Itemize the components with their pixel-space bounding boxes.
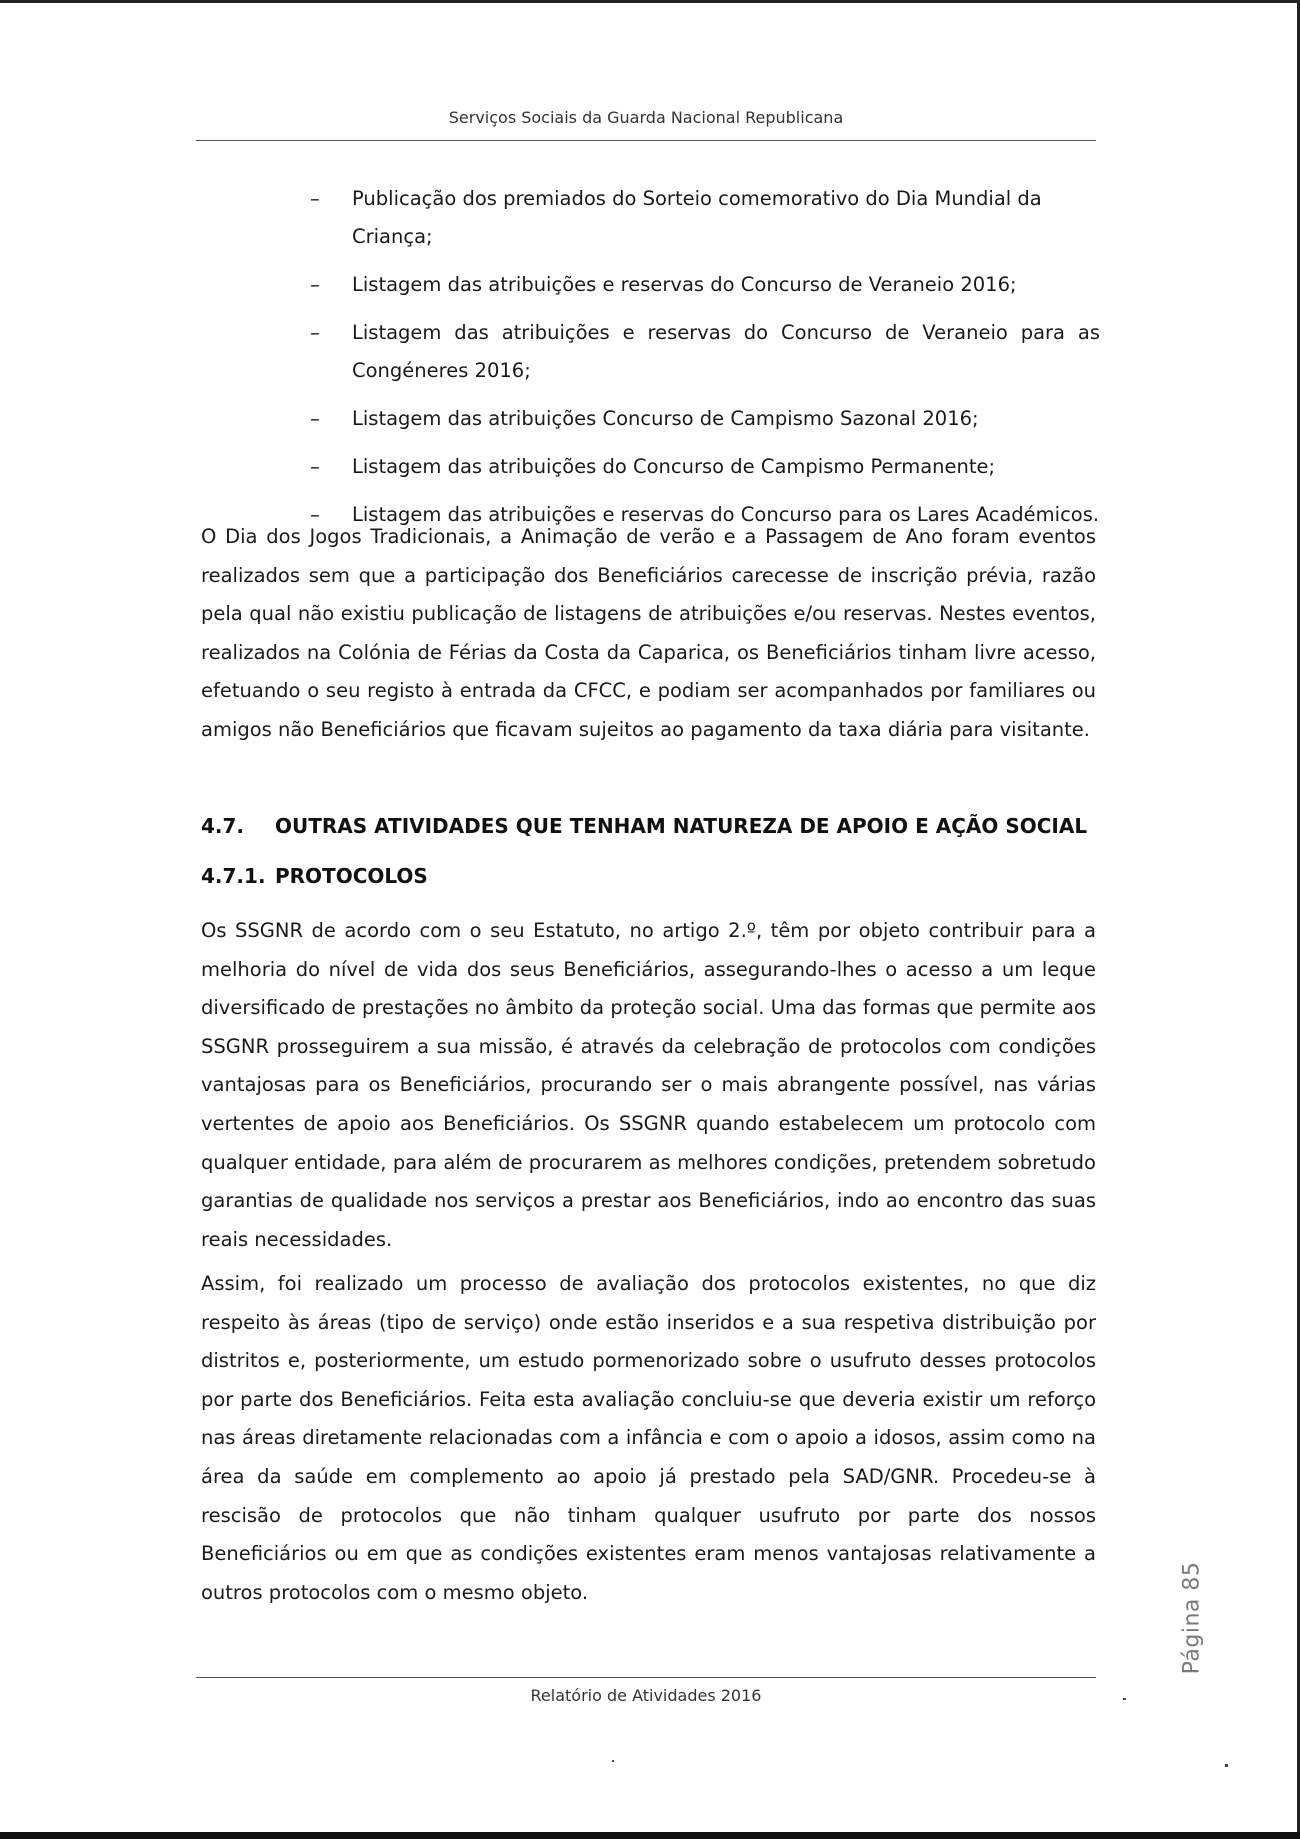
page-number-label: Página 85 — [1179, 1561, 1205, 1675]
bullet-dash: – — [310, 503, 320, 526]
section-title: OUTRAS ATIVIDADES QUE TENHAM NATUREZA DE APOIO E AÇÃO SOCIAL — [275, 814, 1088, 838]
bullet-dash: – — [310, 187, 320, 210]
running-footer: Relatório de Atividades 2016 — [530, 1686, 762, 1705]
section-heading — [201, 814, 1087, 838]
scan-speck — [612, 1760, 614, 1762]
list-item: – Listagem das atribuições do Concurso de Campismo Permanente; — [310, 448, 1100, 486]
paragraph-evaluation: Assim, foi realizado um processo de avaliação dos protocolos existentes, no que diz respeito às áreas (tipo de serviço) onde estão inseridos e a sua respetiva distribuição por distritos e, posteriormente, um estudo pormenorizado sobre o usufruto desses protocolos por parte dos Beneficiários. Feita esta avaliação concluiu-se que deveria existir um reforço nas áreas diretamente relacionadas com a infância e com o apoio a idosos, assim como na área da saúde em complemento ao apoio já prestado pela SAD/GNR. Procedeu-se à rescisão de protocolos que não tinham qualquer usufruto por parte dos nossos Beneficiários ou em que as condições existentes eram menos vantajosas relativamente a outros protocolos com o mesmo objeto. — [201, 1272, 1096, 1604]
bullet-list — [310, 180, 1100, 544]
footer-rule — [196, 1677, 1096, 1678]
bullet-dash: – — [310, 407, 320, 430]
list-item: – Listagem das atribuições Concurso de Campismo Sazonal 2016; — [310, 400, 1100, 438]
subsection-heading — [201, 864, 428, 888]
scan-speck — [1225, 1764, 1228, 1767]
paragraph-protocols: Os SSGNR de acordo com o seu Estatuto, no artigo 2.º, têm por objeto contribuir para a melhoria do nível de vida dos seus Beneficiários, assegurando-lhes o acesso a um leque diversificado de prestações no âmbito da proteção social. Uma das formas que permite aos SSGNR prosseguirem a sua missão, é através da celebração de protocolos com condições vantajosas para os Beneficiários, procurando ser o mais abrangente possível, nas várias vertentes de apoio aos Beneficiários. Os SSGNR quando estabelecem um protocolo com qualquer entidade, para além de procurarem as melhores condições, pretendem sobretudo garantias de qualidade nos serviços a prestar aos Beneficiários, indo ao encontro das suas reais necessidades. — [201, 919, 1096, 1251]
scan-edge-top — [0, 0, 1300, 3]
subsection-title: PROTOCOLOS — [275, 864, 428, 888]
list-item: – Listagem das atribuições e reservas do Concurso de Veraneio 2016; — [310, 266, 1100, 304]
bullet-dash: – — [310, 273, 320, 296]
running-header: Serviços Sociais da Guarda Nacional Republicana — [448, 108, 844, 127]
list-item: – Publicação dos premiados do Sorteio comemorativo do Dia Mundial da Criança; — [310, 180, 1100, 256]
bullet-dash: – — [310, 321, 320, 344]
paragraph-events: O Dia dos Jogos Tradicionais, a Animação de verão e a Passagem de Ano foram eventos realizados sem que a participação dos Beneficiários carecesse de inscrição prévia, razão pela qual não existiu publicação de listagens de atribuições e/ou reservas. Nestes eventos, realizados na Colónia de Férias da Costa da Caparica, os Beneficiários tinham livre acesso, efetuando o seu registo à entrada da CFCC, e podiam ser acompanhados por familiares ou amigos não Beneficiários que ficavam sujeitos ao pagamento da taxa diária para visitante. — [201, 525, 1096, 741]
scan-edge-bottom — [0, 1832, 1300, 1839]
header-rule — [196, 140, 1096, 141]
subsection-number: 4.7.1. — [201, 864, 266, 888]
list-item: – Listagem das atribuições e reservas do Concurso de Veraneio para as Congéneres 2016; — [310, 314, 1100, 390]
bullet-dash: – — [310, 455, 320, 478]
scan-speck — [1123, 1698, 1126, 1700]
section-number: 4.7. — [201, 814, 245, 838]
list-item: – Listagem das atribuições e reservas do Concurso para os Lares Académicos. — [310, 496, 1100, 534]
